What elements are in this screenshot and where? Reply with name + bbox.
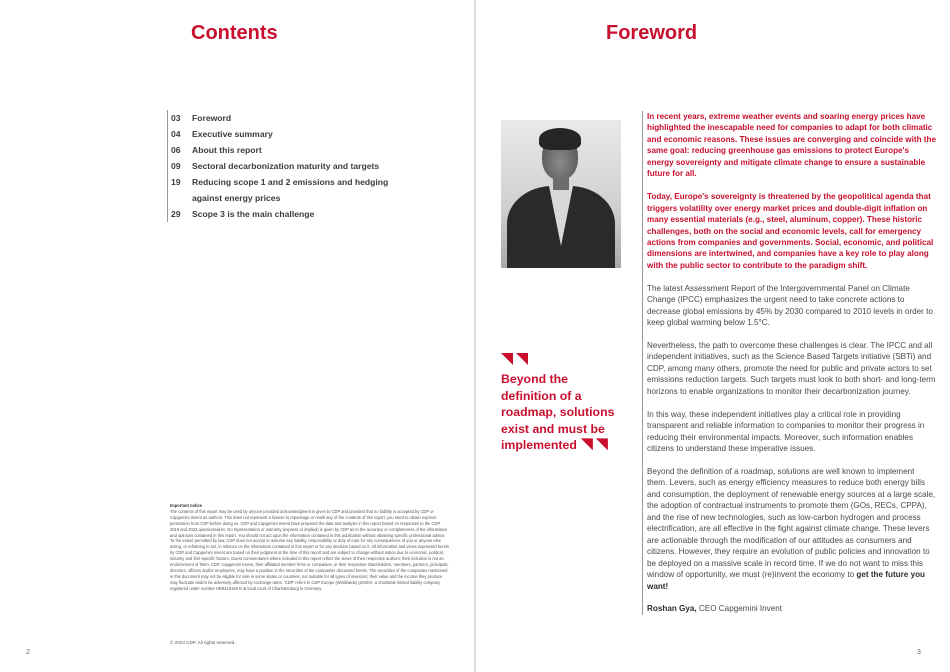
portrait-hair: [539, 128, 581, 150]
important-notice-text: The contents of this report may be used by anyone provided acknowledgment is given to CDP and provided that no liability is accepted by CDP or Capgemini Invent as authors. This does not represent a license to repackage or resell any of the contents of this report, you need to obtain express permission from CDP before doing so. CDP and Capgemini Invent have prepared the data and analysis in this report based on responses to the CDP 2019 and 2022 questionnaires. No representation or warranty (express or implied) is given by CDP as to the accuracy or completeness of the information and opinions contained in this report. You should not act upon the information contained in this publication without obtaining specific professional advice. To the extent permitted by law, CDP does not accept or assume any liability, responsibility or duty of care for any consequences of you or anyone else acting, or refraining to act, in reliance on the information contained in this report or for any decision based on it. All information and views expressed herein by CDP and Capgemini Invent are based on their judgment at the time of this report and are subject to change without notice due to economic, political, industry and firm-specific factors. Guest commentaries where included in this report reflect the views of their respective authors; their inclusion is not an endorsement of them. CDP, Capgemini Invent, their affiliated member firms or companies, or their respective shareholders, members, partners, principals, directors, officers and/or employees, may have a position in the securities of the companies discussed herein. The securities of the companies mentioned in this document may not be eligible for sale in some states or countries, nor suitable for all types of investors; their value and the income they produce may fluctuate and/or be adversely affected by exchange rates. 'CDP' refers to CDP Europe (Worldwide) gGmbH, a charitable limited liability company registered under number HRB119156 B at local court of Charlottenburg in Germany.: [170, 508, 450, 591]
toc-page-number: 03: [171, 113, 181, 123]
closing-emphasis: get the future you want!: [647, 570, 926, 591]
contents-title: Contents: [191, 22, 278, 44]
toc-item-executive-summary[interactable]: [171, 126, 417, 142]
author-portrait-photo: [501, 120, 621, 268]
toc-page-number: 09: [171, 161, 181, 171]
body-paragraph: The latest Assessment Report of the Intergovernmental Panel on Climate Change (IPCC) emphasizes the urgent need to take concrete actions to decrease global emissions by 45% by 2030 compared to 2010 levels in order to keep global warming below 1.5°C.: [647, 283, 933, 328]
toc-page-number: 06: [171, 145, 181, 155]
intro-paragraph: Today, Europe's sovereignty is threatened by the geopolitical agenda that triggers volatility over energy market prices and double-digit inflation on many essential materials (e.g., steel, aluminum, copper). These historic challenges, both on the social and economic levels, call for emergency actions from companies and governments. Social, economic, and political dimensions are intertwined, and companies have a key role to play along with the public sector to contribute to the paradigm shift.: [647, 192, 934, 270]
toc-entry-title: Foreword: [192, 113, 232, 123]
author-signature: [647, 603, 936, 614]
toc-entry-title: Reducing scope 1 and 2 emissions and hedging against energy prices: [192, 177, 389, 203]
copyright-line: © 2023 CDP. All rights reserved.: [170, 640, 236, 645]
close-quote-icon: [581, 438, 608, 450]
toc-entry-title: Executive summary: [192, 129, 273, 139]
toc-page-number: 29: [171, 209, 181, 219]
important-notice: [170, 503, 450, 592]
pull-quote-text: Beyond the definition of a roadmap, solutions exist and must be implemented: [501, 372, 615, 453]
toc-item-scope-3[interactable]: [171, 206, 417, 222]
foreword-body: [642, 111, 936, 615]
foreword-title: Foreword: [606, 22, 698, 44]
closing-paragraph-text: Beyond the definition of a roadmap, solutions are well known to implement them. Levers, such as energy efficiency measures to reduce both energy bills and consumption, the deployment of renewable energy sources at a large scale, the adoption of contractual instruments to promote them (GOs, RECs, CPPA), and the rise of new technologies, such as low-carbon hydrogen and process electrification, are all effective in the fight against climate change. These levers are actionable through the modification of our attitudes as consumers and citizens. However, they require an evolution of public policies and innovation to be deployed on a massive scale in record time. If we do not want to miss this window of opportunity, we must (re)invent the economy to: [647, 466, 936, 580]
contents-page: [0, 0, 474, 672]
author-name: Roshan Gya,: [647, 604, 697, 614]
toc-item-foreword[interactable]: [171, 110, 417, 126]
table-of-contents: [167, 110, 417, 222]
toc-item-about-this-report[interactable]: [171, 142, 417, 158]
important-notice-title: Important notice: [170, 503, 203, 508]
pull-quote: [501, 371, 625, 454]
author-role: CEO Capgemini Invent: [698, 604, 783, 614]
toc-item-reducing-scope-1-2[interactable]: [171, 174, 417, 206]
toc-page-number: 04: [171, 129, 181, 139]
body-paragraph: In this way, these independent initiatives play a critical role in providing transparent and reliable information to companies to monitor their progress in reducing their environmental impacts. Moreover, such information enables citizens to understand these imperative issues.: [647, 409, 925, 454]
body-paragraph: Nevertheless, the path to overcome these challenges is clear. The IPCC and all independent initiatives, such as the Science Based Targets initiative (SBTi) and CDP, among many others, promote the need for public and private actors to set emissions reduction targets. Such targets must look to both short- and long-term horizons to enable organizations to monitor their decarbonization journey.: [647, 341, 936, 396]
toc-entry-title: Scope 3 is the main challenge: [192, 209, 315, 219]
intro-paragraph: In recent years, extreme weather events and soaring energy prices have highlighted the inescapable need for companies to adapt for both climatic and economic reasons. These issues are converging and coincide with the same goal: reducing greenhouse gas emissions to protect Europe's energy sovereignty and mitigate climate change to ensure a sustainable future for all.: [647, 112, 936, 179]
closing-paragraph: [647, 466, 936, 592]
toc-page-number: 19: [171, 177, 181, 187]
open-quote-icon: [501, 353, 528, 365]
toc-item-sectoral-decarbonization[interactable]: [171, 158, 417, 174]
page-number-left: 2: [26, 649, 30, 656]
toc-entry-title: About this report: [192, 145, 262, 155]
toc-entry-title: Sectoral decarbonization maturity and targets: [192, 161, 380, 171]
page-number-right: 3: [917, 649, 921, 656]
foreword-page: [476, 0, 950, 672]
